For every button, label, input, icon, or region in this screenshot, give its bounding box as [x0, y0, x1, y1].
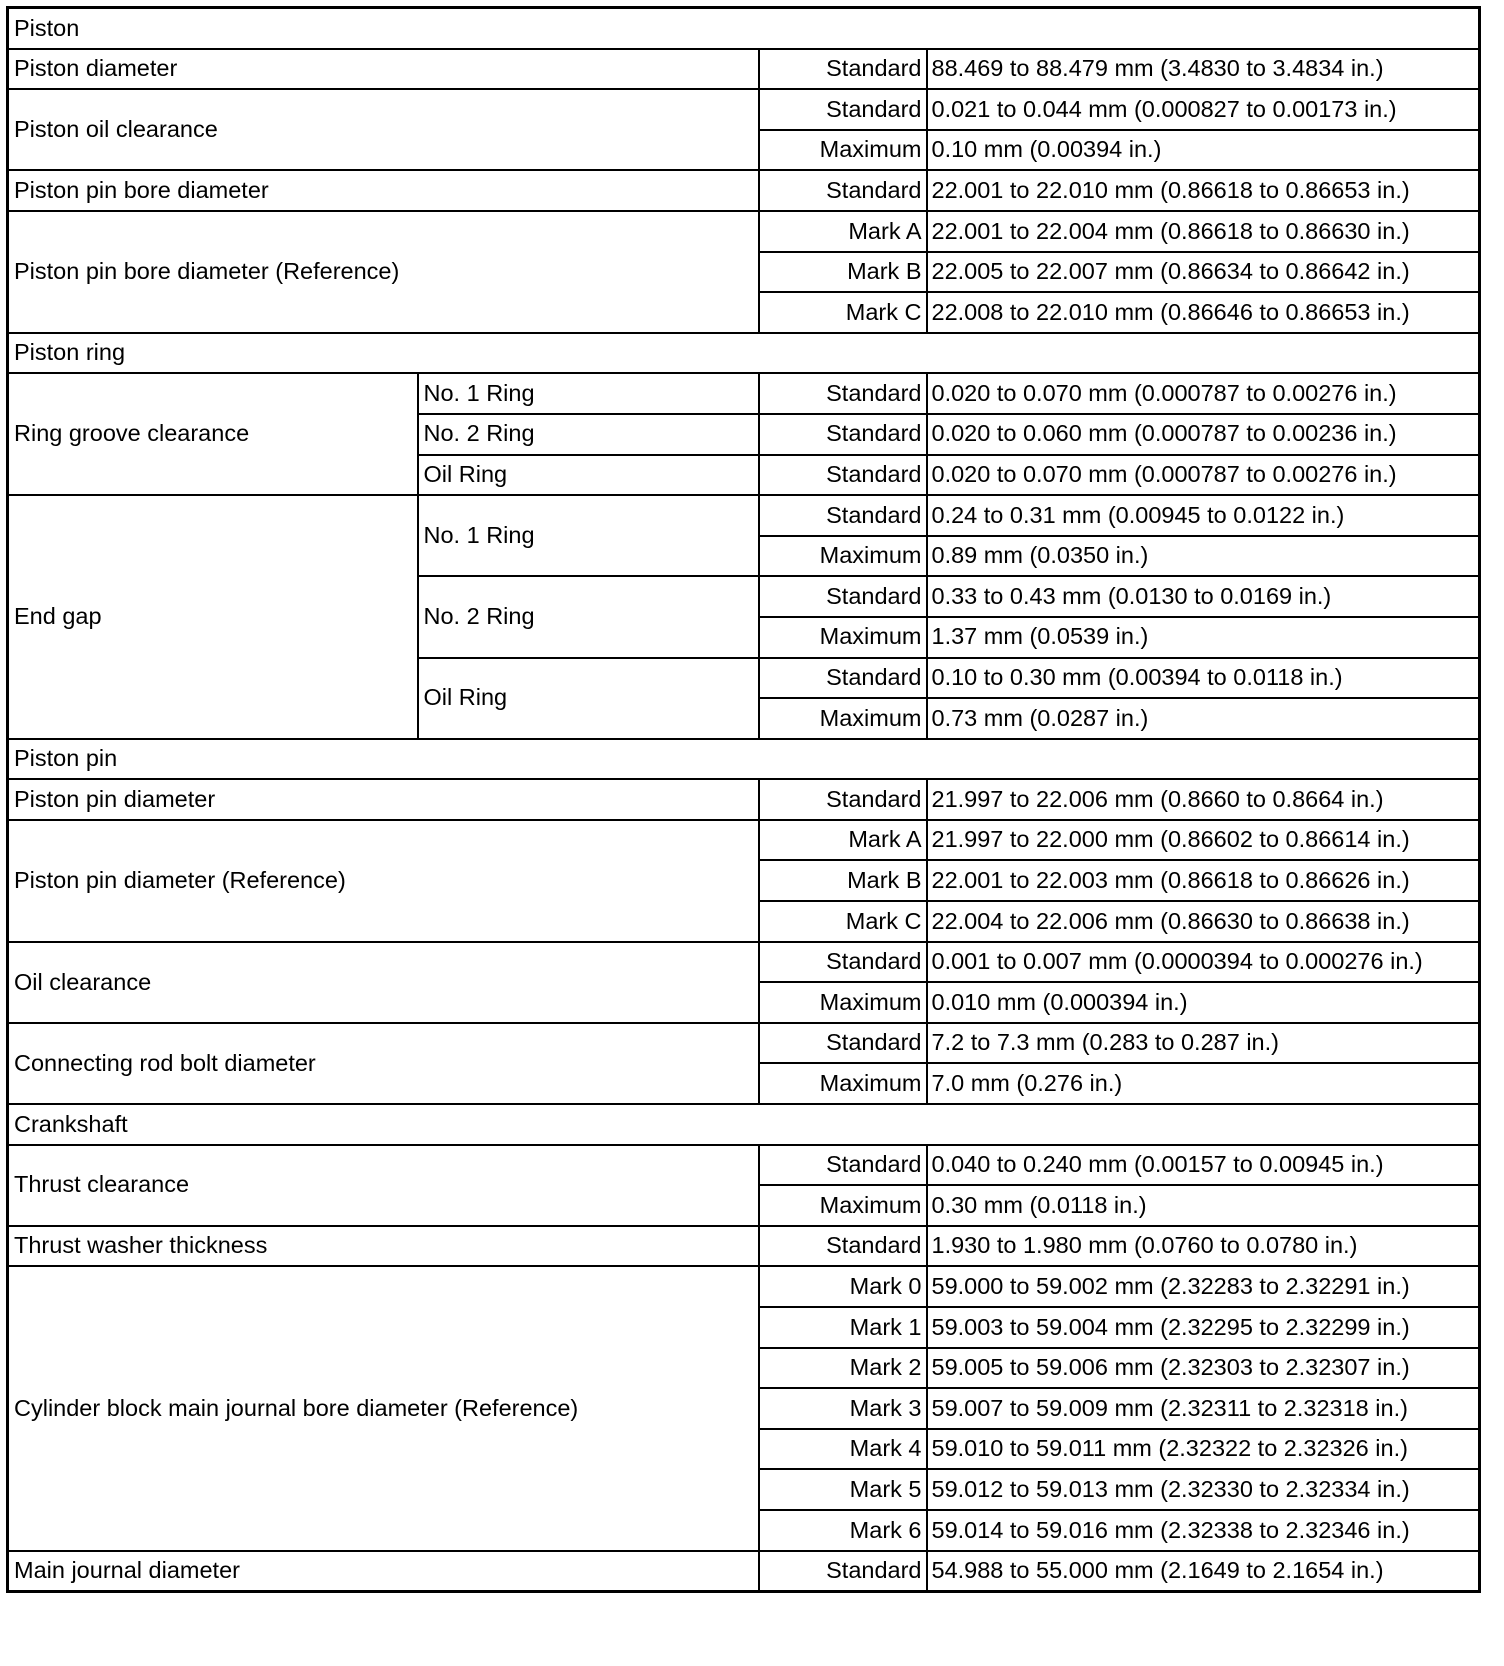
spec-kind: Mark C [759, 292, 927, 333]
spec-kind: Maximum [759, 982, 927, 1023]
spec-value: 0.73 mm (0.0287 in.) [927, 698, 1480, 739]
item-label: Main journal diameter [8, 1551, 759, 1592]
spec-value: 22.005 to 22.007 mm (0.86634 to 0.86642 in.) [927, 252, 1480, 293]
spec-value: 0.001 to 0.007 mm (0.0000394 to 0.000276 in.) [927, 942, 1480, 983]
ring-label: Oil Ring [418, 455, 759, 496]
spec-kind: Standard [759, 779, 927, 820]
section-heading: Piston [8, 8, 1480, 49]
spec-value: 0.30 mm (0.0118 in.) [927, 1185, 1480, 1226]
spec-value: 59.012 to 59.013 mm (2.32330 to 2.32334 in.) [927, 1469, 1480, 1510]
spec-value: 0.021 to 0.044 mm (0.000827 to 0.00173 in.) [927, 89, 1480, 130]
spec-value: 0.010 mm (0.000394 in.) [927, 982, 1480, 1023]
spec-kind: Standard [759, 89, 927, 130]
spec-kind: Mark 3 [759, 1388, 927, 1429]
spec-value: 7.2 to 7.3 mm (0.283 to 0.287 in.) [927, 1023, 1480, 1064]
spec-value: 22.004 to 22.006 mm (0.86630 to 0.86638 in.) [927, 901, 1480, 942]
spec-value: 59.000 to 59.002 mm (2.32283 to 2.32291 in.) [927, 1266, 1480, 1307]
section-heading: Piston pin [8, 739, 1480, 780]
item-label: Thrust washer thickness [8, 1226, 759, 1267]
spec-kind: Standard [759, 1145, 927, 1186]
spec-kind: Mark 0 [759, 1266, 927, 1307]
spec-value: 0.040 to 0.240 mm (0.00157 to 0.00945 in.) [927, 1145, 1480, 1186]
spec-kind: Mark A [759, 820, 927, 861]
spec-value: 0.24 to 0.31 mm (0.00945 to 0.0122 in.) [927, 495, 1480, 536]
table-row [8, 211, 1480, 252]
specification-table [6, 6, 1481, 1593]
item-label: Piston pin diameter (Reference) [8, 820, 759, 942]
spec-kind: Mark B [759, 860, 927, 901]
item-label: Thrust clearance [8, 1145, 759, 1226]
spec-value: 0.020 to 0.070 mm (0.000787 to 0.00276 in.) [927, 373, 1480, 414]
spec-value: 0.89 mm (0.0350 in.) [927, 536, 1480, 577]
spec-value: 59.014 to 59.016 mm (2.32338 to 2.32346 in.) [927, 1510, 1480, 1551]
item-label: Connecting rod bolt diameter [8, 1023, 759, 1104]
spec-kind: Standard [759, 455, 927, 496]
ring-label: No. 1 Ring [418, 495, 759, 576]
section-row [8, 333, 1480, 374]
spec-value: 59.010 to 59.011 mm (2.32322 to 2.32326 in.) [927, 1429, 1480, 1470]
spec-value: 59.007 to 59.009 mm (2.32311 to 2.32318 in.) [927, 1388, 1480, 1429]
table-row [8, 373, 1480, 414]
spec-value: 22.008 to 22.010 mm (0.86646 to 0.86653 in.) [927, 292, 1480, 333]
item-label: End gap [8, 495, 418, 739]
item-label: Cylinder block main journal bore diameter (Reference) [8, 1266, 759, 1550]
spec-value: 21.997 to 22.000 mm (0.86602 to 0.86614 in.) [927, 820, 1480, 861]
spec-value: 0.020 to 0.070 mm (0.000787 to 0.00276 in.) [927, 455, 1480, 496]
spec-value: 22.001 to 22.010 mm (0.86618 to 0.86653 in.) [927, 170, 1480, 211]
item-label: Piston pin bore diameter (Reference) [8, 211, 759, 333]
spec-value: 21.997 to 22.006 mm (0.8660 to 0.8664 in.) [927, 779, 1480, 820]
spec-value: 1.930 to 1.980 mm (0.0760 to 0.0780 in.) [927, 1226, 1480, 1267]
spec-kind: Standard [759, 495, 927, 536]
spec-kind: Maximum [759, 617, 927, 658]
item-label: Piston diameter [8, 49, 759, 90]
spec-kind: Mark B [759, 252, 927, 293]
table-row [8, 170, 1480, 211]
table-row [8, 1266, 1480, 1307]
section-row [8, 739, 1480, 780]
table-row [8, 89, 1480, 130]
spec-value: 59.003 to 59.004 mm (2.32295 to 2.32299 in.) [927, 1307, 1480, 1348]
spec-kind: Standard [759, 373, 927, 414]
table-row [8, 1551, 1480, 1592]
table-row [8, 779, 1480, 820]
spec-value: 54.988 to 55.000 mm (2.1649 to 2.1654 in.) [927, 1551, 1480, 1592]
spec-kind: Maximum [759, 1185, 927, 1226]
spec-kind: Mark C [759, 901, 927, 942]
spec-kind: Mark A [759, 211, 927, 252]
spec-kind: Standard [759, 658, 927, 699]
spec-kind: Mark 2 [759, 1348, 927, 1389]
spec-value: 7.0 mm (0.276 in.) [927, 1063, 1480, 1104]
spec-kind: Standard [759, 1226, 927, 1267]
spec-value: 0.10 to 0.30 mm (0.00394 to 0.0118 in.) [927, 658, 1480, 699]
spec-value: 1.37 mm (0.0539 in.) [927, 617, 1480, 658]
spec-kind: Standard [759, 414, 927, 455]
section-heading: Crankshaft [8, 1104, 1480, 1145]
spec-kind: Standard [759, 1551, 927, 1592]
spec-kind: Mark 1 [759, 1307, 927, 1348]
spec-value: 0.33 to 0.43 mm (0.0130 to 0.0169 in.) [927, 576, 1480, 617]
table-row [8, 49, 1480, 90]
spec-kind: Standard [759, 576, 927, 617]
ring-label: Oil Ring [418, 658, 759, 739]
spec-value: 0.10 mm (0.00394 in.) [927, 130, 1480, 171]
table-row [8, 1226, 1480, 1267]
item-label: Oil clearance [8, 942, 759, 1023]
table-row [8, 495, 1480, 536]
table-row [8, 1145, 1480, 1186]
spec-kind: Maximum [759, 130, 927, 171]
ring-label: No. 2 Ring [418, 576, 759, 657]
item-label: Piston pin diameter [8, 779, 759, 820]
spec-kind: Mark 6 [759, 1510, 927, 1551]
table-row [8, 820, 1480, 861]
spec-kind: Maximum [759, 698, 927, 739]
section-heading: Piston ring [8, 333, 1480, 374]
spec-kind: Standard [759, 170, 927, 211]
spec-value: 59.005 to 59.006 mm (2.32303 to 2.32307 in.) [927, 1348, 1480, 1389]
item-label: Piston oil clearance [8, 89, 759, 170]
item-label: Ring groove clearance [8, 373, 418, 495]
spec-value: 22.001 to 22.003 mm (0.86618 to 0.86626 in.) [927, 860, 1480, 901]
spec-kind: Standard [759, 49, 927, 90]
section-row [8, 8, 1480, 49]
spec-value: 22.001 to 22.004 mm (0.86618 to 0.86630 in.) [927, 211, 1480, 252]
spec-value: 0.020 to 0.060 mm (0.000787 to 0.00236 in.) [927, 414, 1480, 455]
spec-kind: Standard [759, 1023, 927, 1064]
spec-value: 88.469 to 88.479 mm (3.4830 to 3.4834 in.) [927, 49, 1480, 90]
ring-label: No. 1 Ring [418, 373, 759, 414]
spec-kind: Standard [759, 942, 927, 983]
spec-kind: Mark 5 [759, 1469, 927, 1510]
spec-kind: Mark 4 [759, 1429, 927, 1470]
ring-label: No. 2 Ring [418, 414, 759, 455]
spec-kind: Maximum [759, 1063, 927, 1104]
item-label: Piston pin bore diameter [8, 170, 759, 211]
table-row [8, 1023, 1480, 1064]
table-row [8, 942, 1480, 983]
section-row [8, 1104, 1480, 1145]
spec-kind: Maximum [759, 536, 927, 577]
